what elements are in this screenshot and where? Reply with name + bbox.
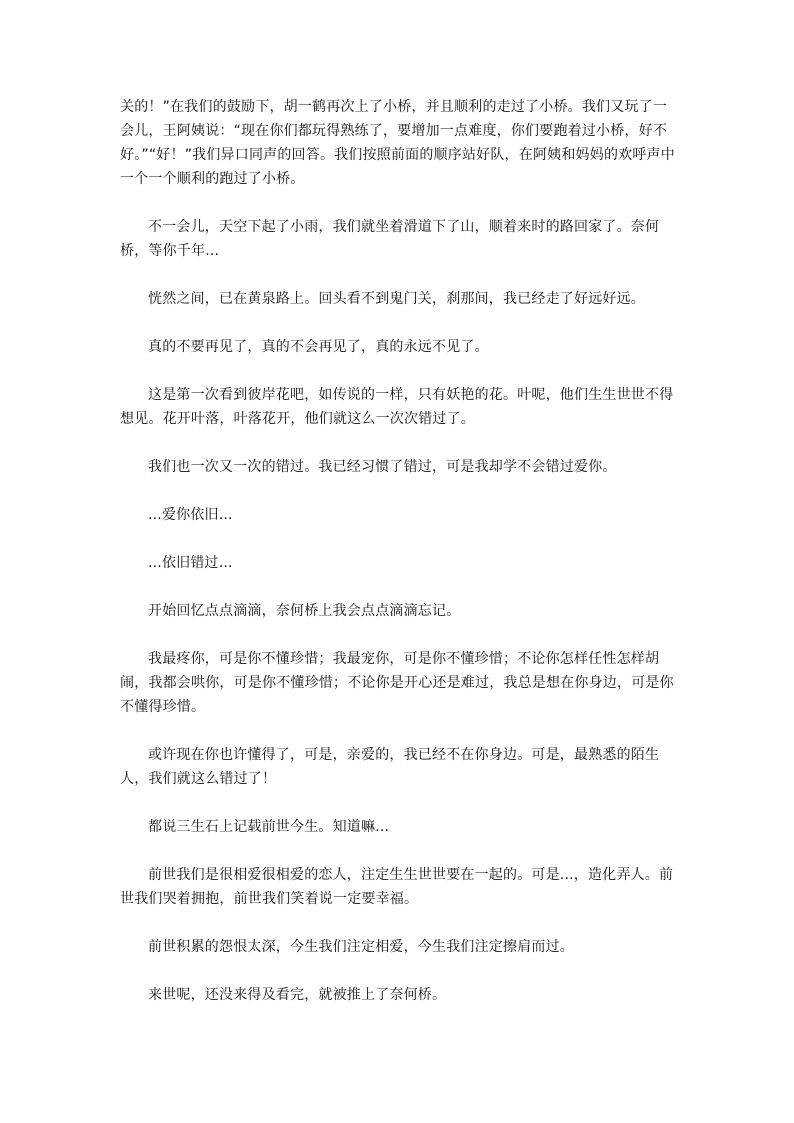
paragraph-14: 前世积累的怨恨太深，今生我们注定相爱，今生我们注定擦肩而过。 xyxy=(148,939,574,955)
paragraph-8: ...依旧错过... xyxy=(148,555,233,571)
paragraph-4: 真的不要再见了，真的不会再见了，真的永远不见了。 xyxy=(148,339,489,355)
paragraph-15: 来世呢，还没来得及看完，就被推上了奈何桥。 xyxy=(148,987,447,1003)
paragraph-1: 关的！”在我们的鼓励下，胡一鹤再次上了小桥，并且顺利的走过了小桥。我们又玩了一会儿，王阿姨说：“现在你们都玩得熟练了，要增加一点难度，你们要跑着过小桥，好不好。”“好！”我们异口同声的回答。我们按照前面的顺序站好队，在阿姨和妈妈的欢呼声中一个一个顺利的跑过了小桥。 xyxy=(120,99,675,187)
paragraph-7: ...爱你依旧... xyxy=(148,507,233,523)
paragraph-12: 都说三生石上记载前世今生。知道嘛... xyxy=(148,819,390,835)
paragraph-11: 或许现在你也许懂得了，可是，亲爱的，我已经不在你身边。可是，最熟悉的陌生人，我们就这么错过了！ xyxy=(120,747,660,787)
paragraph-3: 恍然之间，已在黄泉路上。回头看不到鬼门关，刹那间，我已经走了好远好远。 xyxy=(148,291,645,307)
paragraph-10: 我最疼你，可是你不懂珍惜；我最宠你，可是你不懂珍惜；不论你怎样任性怎样胡闹，我都会哄你，可是你不懂珍惜；不论你是开心还是难过，我总是想在你身边，可是你不懂得珍惜。 xyxy=(120,651,674,715)
document-body xyxy=(120,95,680,1031)
paragraph-9: 开始回忆点点滴滴，奈何桥上我会点点滴滴忘记。 xyxy=(148,603,461,619)
paragraph-6: 我们也一次又一次的错过。我已经习惯了错过，可是我却学不会错过爱你。 xyxy=(148,459,617,475)
paragraph-5: 这是第一次看到彼岸花吧，如传说的一样，只有妖艳的花。叶呢，他们生生世世不得想见。花开叶落，叶落花开，他们就这么一次次错过了。 xyxy=(120,387,674,427)
paragraph-2: 不一会儿，天空下起了小雨，我们就坐着滑道下了山，顺着来时的路回家了。奈何桥，等你千年... xyxy=(120,219,660,259)
paragraph-13: 前世我们是很相爱很相爱的恋人，注定生生世世要在一起的。可是...，造化弄人。前世我们哭着拥抱，前世我们笑着说一定要幸福。 xyxy=(120,867,674,907)
